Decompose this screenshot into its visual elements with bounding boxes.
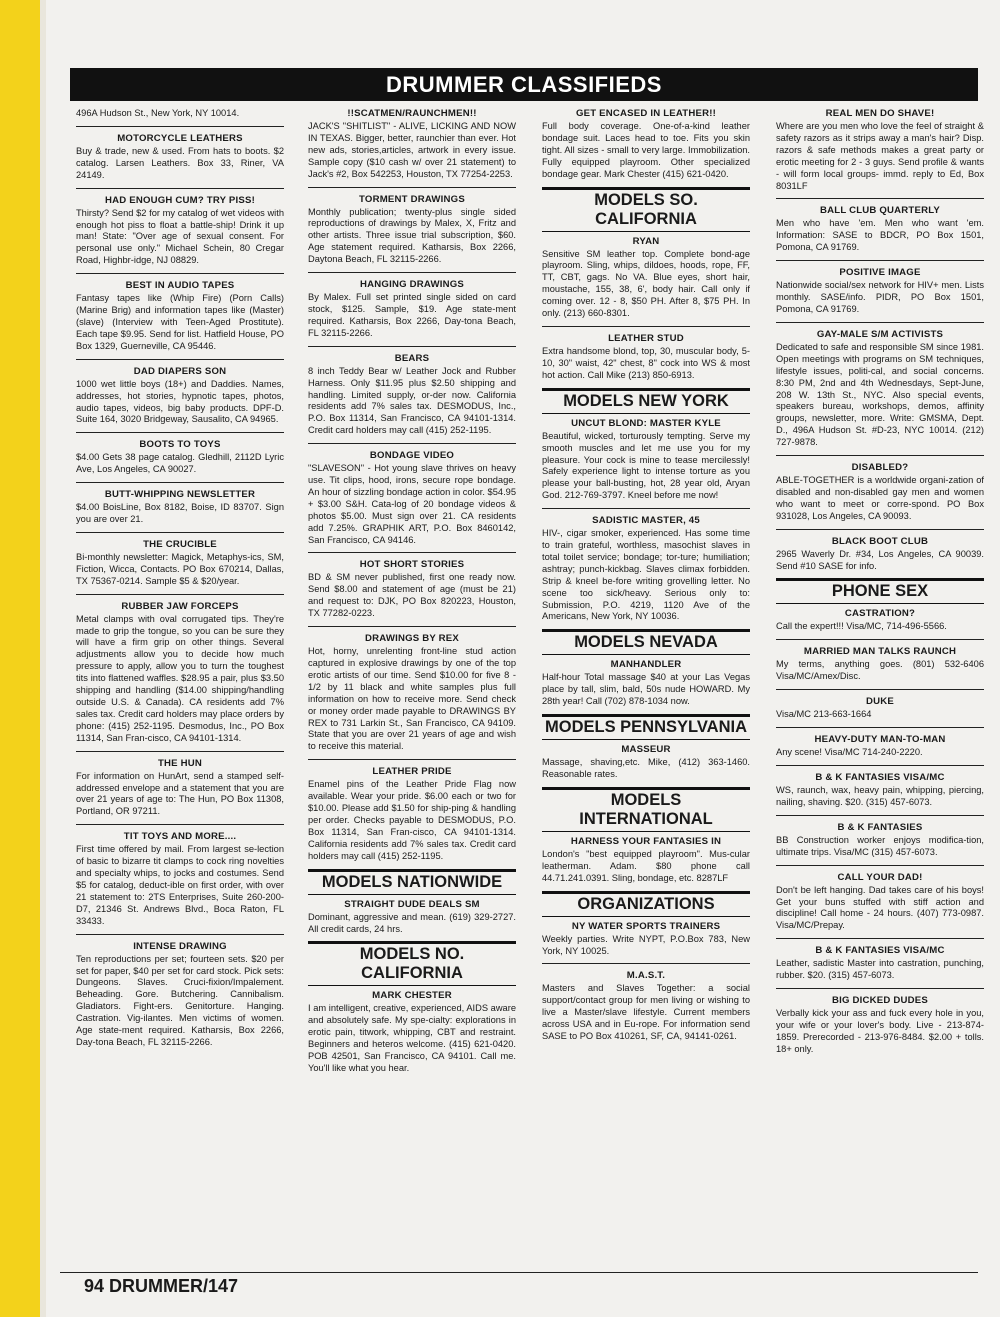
classified-ad [776,865,984,933]
page-gutter [40,0,46,1317]
ad-heading: BALL CLUB QUARTERLY [820,205,940,217]
ad-divider [776,260,984,261]
classified-ad [776,608,984,633]
ad-heading: B & K FANTASIES [837,821,923,833]
ad-body: Metal clamps with oval corrugated tips. They're made to grip the tongue, so you can be sure they will have a firm grip on other things. Several adjustments allow you to decide how much pressure to apply, allow you to turn the toughest tits into flattened waffles. $28.95 a pair, plus $3.50 shipping and handling ($14.00 shipping/handling outside U.S. & Canada). CA residents add 7% sales tax. Credit card holders may place orders by phone: (415) 252-1195. Desmodus, Inc., PO Box 11314, San Fran-cisco, CA 94101-1314. [76,613,284,743]
ad-body: Full body coverage. One-of-a-kind leather bondage suit. Laces head to toe. Fits you skin tight. All sizes - small to very large. Immobilization. Fully equipped playroom. Other specialized bondage gear. Mark Chester (415) 621-0420. [542,121,750,179]
ad-heading: RUBBER JAW FORCEPS [121,600,239,612]
ad-divider [542,963,750,964]
ad-body: Men who have 'em. Men who want 'em. Information: SASE to BDCR, PO Box 1501, Pomona, CA 91769. [776,218,984,253]
ad-body: WS, raunch, wax, heavy pain, whipping, piercing, nailing, shaving. $20. (315) 457-6073. [776,785,984,807]
classified-ad [776,689,984,721]
ad-heading: !!SCATMEN/RAUNCHMEN!! [347,108,477,119]
ad-heading: M.A.S.T. [626,970,666,982]
ad-heading: DISABLED? [851,462,909,474]
ad-body: Thirsty? Send $2 for my catalog of wet videos with enough hot piss to float a battle-ship! Drink it up man! State: "Over age of sexual consent. For personal use only." Michael Schein, 80 Cregar Road, Highbr-idge, NJ 08829. [76,207,284,266]
ad-heading: GAY-MALE S/M ACTIVISTS [816,328,944,340]
ad-divider [76,482,284,483]
classified-ad [542,236,750,320]
section-heading: MODELS PENNSYLVANIA [542,714,750,740]
classified-ad [308,346,516,437]
ad-body: $4.00 BoisLine, Box 8182, Boise, ID 83707. Sign you are over 21. [76,502,284,525]
ad-divider [776,765,984,766]
section-heading: MODELS INTERNATIONAL [542,787,750,832]
classified-ad [308,443,516,546]
ad-body: ABLE-TOGETHER is a worldwide organi-zation of disabled and non-disabled gay men and women who want to meet or corre-spond. PO Box 931028, Los Angeles, CA 90093. [776,475,984,521]
section-heading: PHONE SEX [776,578,984,604]
classified-ad [776,198,984,254]
ad-heading: B & K FANTASIES VISA/MC [815,945,945,957]
section-heading: ORGANIZATIONS [542,891,750,917]
ad-divider [776,322,984,323]
classified-ad [308,187,516,267]
ad-divider [308,626,516,627]
ad-body: Any scene! Visa/MC 714-240-2220. [776,747,923,758]
ad-heading: B & K FANTASIES VISA/MC [815,772,945,783]
ad-divider [776,865,984,866]
ad-body: Enamel pins of the Leather Pride Flag now available. Wear your pride. $6.00 each or two for $10.00. Please add $1.50 for ship-ping & handling per order. Checks payable to DESMODUS, P.O. Box 11314, San Fran-cisco, CA 94101-1314. California residents add 7% sales tax. Credit card holders may call (415) 252-1195. [308,779,516,861]
classified-ad [542,326,750,382]
ad-divider [76,594,284,595]
footer-rule [60,1272,978,1273]
ad-body: Monthly publication; twenty-plus single sided reproductions of drawings by Malex, X, Fritz and other artists. Three issue trial subscription, $60. Age statement required. Katharsis, Box 2266, Daytona Beach, FL 32115-2266. [308,206,516,265]
ad-heading: MOTORCYCLE LEATHERS [117,132,243,144]
classified-ad [308,990,516,1074]
classified-ad [308,552,516,620]
ad-body: Verbally kick your ass and fuck every hole in you, your wife or your lover's body. Live - 213-874-1859. Prerecorded - 213-976-8484. $2.00 + tolls. 18+ only. [776,1008,984,1054]
ad-heading: GET ENCASED IN LEATHER!! [575,108,716,119]
ad-body: For information on HunArt, send a stamped self-addressed envelope and a statement that you are over 21 years of age to: The Hun, PO Box 11308, Portland, OR 97211. [76,770,284,817]
classified-ad [76,432,284,476]
classified-ad [776,938,984,982]
ad-body: Bi-monthly newsletter: Magick, Metaphys-ics, SM, Fiction, Wicca, Contacts. PO Box 670214, Dallas, TX 75367-0214. Sample $5 & $20/year. [76,551,284,586]
ad-body: Half-hour Total massage $40 at your Las Vegas place by tall, slim, bald, 50s nude HOWARD. My 28th year! Call (702) 878-1034 now. [542,672,750,707]
ad-body: Nationwide social/sex network for HIV+ men. Lists monthly. SASE/info. PIDR, PO Box 1501, Pomona, CA 91769. [776,280,984,314]
ad-divider [776,529,984,530]
classified-ad [308,108,516,181]
classified-ad [542,659,750,708]
ad-heading: LEATHER STUD [608,332,684,344]
ad-body: Ten reproductions per set; fourteen sets. $20 per set for paper, $40 per set for card stock. Pick sets: Dungeons. Slaves. Cruci-fixion/Impalement. Beheading. Gore. Butchering. Cannibalism. Gladiators. Fight-ers. Genitorture. Hanging. Castration. Vig-ilantes. Men victims of women. Age state-ment required. Katharsis, Box 2266, Day-tona Beach, FL 32115-2266. [76,953,284,1047]
ad-heading: HAD ENOUGH CUM? TRY PISS! [105,194,255,206]
classified-ad [776,322,984,449]
ad-divider [776,689,984,690]
classified-ad [308,899,516,936]
ad-heading: STRAIGHT DUDE DEALS SM [344,898,480,910]
ad-divider [76,532,284,533]
ad-heading: BONDAGE VIDEO [369,450,455,462]
classified-ad [76,751,284,819]
ad-heading: DRAWINGS BY REX [365,633,459,645]
ad-body: I am intelligent, creative, experienced, AIDS aware and absolutely safe. My spe-cialty: explorations in erotic pain, titwork, whipping, CBT and restraint. Beginners and heteros welcome. (415) 621-0420. POB 42501, San Francisco, CA 94101. Call me. You'll like what you hear. [308,1003,516,1073]
ad-heading: HEAVY-DUTY MAN-TO-MAN [814,734,946,746]
ad-body: Sensitive SM leather top. Complete bond-age playroom. Sling, whips, dildoes, hoods, rope, FF, TT, CBT, gags. No VA. Blue eyes, short hair, moustache, 155, 38, 6', body hair. Call only if coming over. 12 - 8, $50 PH. After 8, $75 PH. In only. (213) 660-8301. [542,248,750,319]
ad-heading: DAD DIAPERS SON [133,365,227,377]
ad-heading: MASSEUR [621,744,671,756]
yellow-edge-strip [0,0,40,1317]
column-4 [776,108,984,1062]
ad-body: Don't be left hanging. Dad takes care of his boys! Get your buns stuffed with stiff action and discipline! Call home - 24 hours. (407) 773-0987. Visa/MC/Prepay. [776,884,984,931]
classified-ad [542,744,750,781]
classified-ad [542,418,750,502]
ad-divider [308,552,516,553]
classified-ad [776,529,984,573]
ad-divider [308,187,516,188]
ad-heading: BLACK BOOT CLUB [831,535,929,547]
ad-heading: MARK CHESTER [372,990,452,1002]
column-2 [308,108,516,1081]
ad-body: Leather, sadistic Master into castration, punching, rubber. $20. (315) 457-6073. [776,958,984,981]
classified-ad [76,482,284,526]
ad-heading: UNCUT BLOND: MASTER KYLE [571,417,721,429]
ad-divider [308,443,516,444]
ad-divider [308,272,516,273]
classified-ad [542,836,750,885]
ad-heading: THE CRUCIBLE [143,538,217,550]
classified-ad [76,824,284,927]
ad-divider [542,326,750,327]
ad-divider [308,759,516,760]
ad-heading: CALL YOUR DAD! [837,871,923,883]
ad-divider [76,751,284,752]
ad-body: Beautiful, wicked, torturously tempting. Serve my smooth muscles and let me use you for my pleasure. Your cock is mine to tease mercilessly! Safely experience light to intense torture as you please your ball-busting, hot, 28 year old, Aryan God. 212-769-3797. Kneel before me now! [542,430,750,501]
ad-divider [776,198,984,199]
ad-heading: SADISTIC MASTER, 45 [592,515,700,527]
classified-ad [776,765,984,809]
ad-heading: BIG DICKED DUDES [832,995,928,1007]
ad-divider [76,824,284,825]
ad-body: London's "best equipped playroom". Mus-cular leatherman. Adam. $80 phone call 44.71.241.0391. Sling, bondage, etc. 8287LF [542,848,750,883]
classified-ad [776,639,984,683]
ad-divider [776,727,984,728]
ad-body: Fantasy tapes like (Whip Fire) (Porn Calls) (Marine Brig) and information tapes like (Master) (slave) (Interview with Teen-Aged Prostitute). Each tape $9.95. Send for list. Hatfield House, PO Box 1329, Guerneville, CA 95446. [76,293,284,351]
ad-body: 496A Hudson St., New York, NY 10014. [76,108,240,118]
ad-body: $4.00 Gets 38 page catalog. Gledhill, 2112D Lyric Ave, Los Angeles, CA 90027. [76,452,284,475]
classified-ad [776,455,984,523]
ad-heading: TORMENT DRAWINGS [359,193,465,205]
ad-heading: THE HUN [157,757,203,769]
ad-body: 8 inch Teddy Bear w/ Leather Jock and Rubber Harness. Only $11.95 plus $2.50 shipping and handling. Limited supply, or-der now. California residents add 7% sales tax. DESMODUS, Inc., P.O. Box 11314, San Francisco, CA 94101-1314. Credit card holders may call (415) 252-1195. [308,365,516,436]
ad-heading: HARNESS YOUR FANTASIES IN [570,835,722,847]
ad-body: Hot, horny, unrelenting front-line stud action captured in explosive drawings by one of the top erotic artists of our time. Send $10.00 for five 8 - 1/2 by 11 black and white samples plus full information on how to receive more. Send check or money order made payable to DRAWINGS BY REX to 731 Larkin St., San Francisco, CA 94109. State that you are over 21 years of age and wish to receive this material. [308,646,516,752]
ad-heading: RYAN [632,235,660,247]
classified-ad [76,359,284,427]
classified-ad [76,108,284,120]
ad-heading: HANGING DRAWINGS [360,279,464,291]
ad-body: Dedicated to safe and responsible SM since 1981. Open meetings with programs on SM techniques, lifestyle issues, politi-cal, and social concerns. 8:30 PM, 2nd and 4th Wednesdays, Sept-June, 208 W. 13th St., NYC. Also special events, speakers bureau, workshops, demos, affinity groups, newsletter, more. Write: GMSMA, Dept. D., 496A Hudson St. #D-23, NYC 10014. (212) 727-9878. [776,341,984,448]
classified-ad [308,626,516,753]
ad-heading: REAL MEN DO SHAVE! [825,108,935,119]
ad-body: HIV-, cigar smoker, experienced. Has some time to train grateful, worthless, masochist slaves in total toilet service; bondage; tor-ture; humiliation; ashtray; punch-kickbag. Slaves climax forbidden. Strip & kneel be-fore writing grovelling letter. No scene too sick/heavy. Serious only to: Submission, P.O. 4219, 1120 Ave of the Americans, New York, NY 10036. [542,528,750,622]
ad-heading: LEATHER PRIDE [372,766,452,778]
section-heading: MODELS NO. CALIFORNIA [308,941,516,986]
classified-ad [76,532,284,588]
ad-body: Massage, shaving,etc. Mike, (412) 363-1460. Reasonable rates. [542,757,750,779]
ad-heading: INTENSE DRAWING [133,940,227,952]
ad-heading: NY WATER SPORTS TRAINERS [571,920,721,932]
ad-divider [776,988,984,989]
ad-heading: BUTT-WHIPPING NEWSLETTER [104,489,256,501]
ad-heading: BEARS [394,352,430,364]
classified-ad [776,108,984,192]
ad-divider [76,273,284,274]
ad-body: JACK'S "SHITLIST" - ALIVE, LICKING AND NOW IN TEXAS. Bigger, better, raunchier than ever. Hot new ads, stories,articles, artwork in every issue. Sample copy ($10 cash w/ over 21 statement) to Jack's #2, Box 542253, Houston, TX 77254-2253. [308,121,516,179]
section-heading: MODELS NEVADA [542,629,750,655]
ad-body: 1000 wet little boys (18+) and Daddies. Names, addresses, hot stories, hypnotic tapes, photos, audio tapes, videos, big baby products. DPF-D. Suite 164, 3020 Bridgeway, Sausalito, CA 94965. [76,378,284,425]
classified-ad [542,108,750,181]
ad-heading: BEST IN AUDIO TAPES [125,280,235,292]
classified-ad [76,273,284,353]
ad-body: Extra handsome blond, top, 30, muscular body, 5-10, 30" waist, 42" chest, 8" cock into WS & most hot action. Call Mike (213) 850-6913. [542,345,750,380]
classified-ad [776,815,984,859]
ad-body: Call the expert!!! Visa/MC, 714-496-5566. [776,621,947,632]
ad-divider [76,934,284,935]
classified-ad [76,934,284,1049]
ad-body: Visa/MC 213-663-1664 [776,709,872,720]
page-folio: 94 DRUMMER/147 [84,1276,239,1296]
ad-heading: CASTRATION? [844,608,916,620]
section-heading: MODELS SO. CALIFORNIA [542,187,750,232]
ad-body: First time offered by mail. From largest se-lection of basic to bizarre tit clamps to cock ring novelties and specialty whips, to jocks and costumes. Send $5 for catalog, deduct-ible on first order, with over 21 statement to: 2TS Enterprises, Suite 260-200-D7, 21346 St. Andrews Blvd., Boca Raton, FL 33433. [76,844,284,926]
ad-divider [776,455,984,456]
ad-divider [776,815,984,816]
ad-divider [76,432,284,433]
classified-ad [308,759,516,862]
classified-ad [76,188,284,268]
classified-ad [76,594,284,745]
column-3 [542,108,750,1049]
ad-heading: HOT SHORT STORIES [359,559,465,571]
ad-heading: TIT TOYS AND MORE.... [123,831,237,843]
ad-body: My terms, anything goes. (801) 532-6406 Visa/MC/Amex/Disc. [776,659,984,682]
ad-divider [76,126,284,127]
classified-ad [542,508,750,623]
ad-body: Weekly parties. Write NYPT, P.O.Box 783, New York, NY 10025. [542,933,750,956]
classified-ad [776,260,984,316]
ad-divider [776,639,984,640]
ad-body: BD & SM never published, first one ready now. Send $8.00 and statement of age (must be 21) and request to: DJK, PO Box 820223, Houston, TX 77282-0223. [308,572,516,619]
ad-body: Buy & trade, new & used. From hats to boots. $2 catalog. Larsen Leathers. Box 33, Riner, VA 24149. [76,145,284,180]
ad-heading: BOOTS TO TOYS [139,439,221,451]
ad-body: By Malex. Full set printed single sided on card stock, $125. Sample, $19. Age state-ment required. Katharsis, Box 2266, Day-tona Beach, FL 32115-2266. [308,292,516,338]
ad-body: "SLAVESON" - Hot young slave thrives on heavy use. Tit clips, hood, irons, secure rope bondage. An hour of sizzling bondage action in color. $54.95 + $3.00 S&H. Cata-log of 20 bondage videos & photos $5.00. Must sign over 21. CA residents add 7.25%. GRAPHIK ART, P.O. Box 8460142, San Francisco, CA 94146. [308,463,516,545]
ad-heading: POSITIVE IMAGE [839,267,921,279]
classified-ad [308,272,516,340]
ad-body: BB Construction worker enjoys modifica-tion, ultimate trips. Visa/MC (315) 457-6073. [776,834,984,857]
ad-heading: MARRIED MAN TALKS RAUNCH [803,646,957,658]
ad-divider [76,359,284,360]
column-1 [76,108,284,1055]
ad-divider [542,508,750,509]
classified-ad [76,126,284,182]
ad-body: Dominant, aggressive and mean. (619) 329-2727. All credit cards, 24 hrs. [308,911,516,934]
ad-heading: MANHANDLER [610,659,682,671]
ad-body: Where are you men who love the feel of straight & safety razors as it strips away a man's hair? Disp. razors & safe methods makes a great party or erotic meeting for 2 - 3 guys. Send profile & wants - will form local groups- immd. reply to Ed, Box 8031LF [776,121,984,191]
classified-ad [776,988,984,1056]
classifieds-banner: DRUMMER CLASSIFIEDS [70,68,978,101]
classified-ad [542,921,750,958]
classified-ad [542,963,750,1043]
ad-body: Masters and Slaves Together: a social support/contact group for men living or wishing to live a Master/slave lifestyle. Current members across USA and in Eu-rope. For information send SASE to PO Box 410261, SF, CA, 94141-0261. [542,983,750,1042]
classified-ad [776,727,984,759]
section-heading: MODELS NATIONWIDE [308,869,516,895]
ad-divider [776,938,984,939]
ad-body: 2965 Waverly Dr. #34, Los Angeles, CA 90039. Send #10 SASE for info. [776,548,984,571]
section-heading: MODELS NEW YORK [542,388,750,414]
ad-divider [308,346,516,347]
ad-divider [76,188,284,189]
ad-heading: DUKE [866,696,894,708]
